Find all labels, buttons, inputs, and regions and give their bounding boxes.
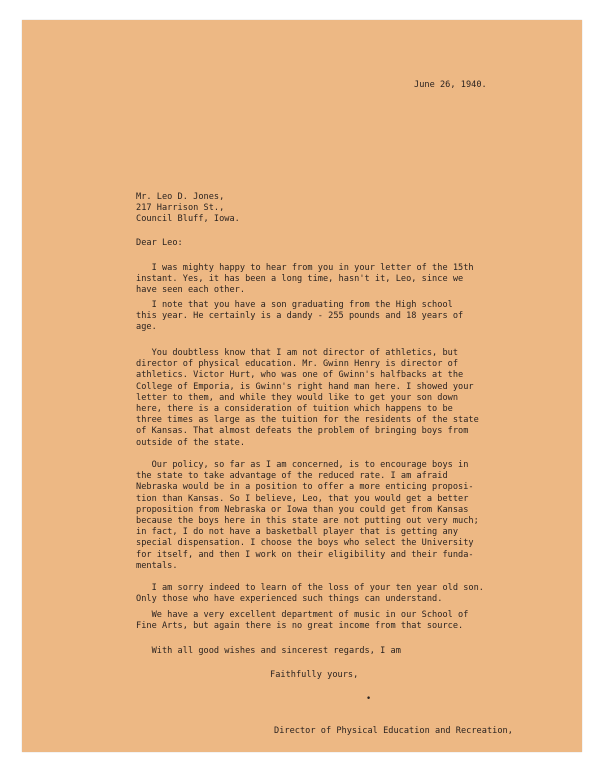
valediction: Faithfully yours, — [270, 670, 359, 680]
paragraph-line: Our policy, so far as I am concerned, is to encourage boys in — [136, 460, 469, 470]
paragraph-line: tion than Kansas. So I believe, Leo, that you would get a better — [136, 493, 469, 504]
paragraph-line: this year. He certainly is a dandy - 255 pounds and 18 years of — [136, 311, 464, 322]
recipient-name: Mr. Leo D. Jones, — [136, 192, 225, 202]
salutation: Dear Leo: — [136, 238, 183, 248]
paragraph-4 — [136, 460, 479, 572]
paragraph-line: You doubtless know that I am not director of athletics, but — [136, 348, 459, 358]
paragraph-line: age. — [136, 322, 157, 333]
paragraph-line: director of physical education. Mr. Gwinn Henry is director of — [136, 359, 459, 370]
paragraph-6 — [136, 610, 468, 632]
paragraph-line: have seen each other. — [136, 285, 246, 296]
paragraph-line: special dispensation. I choose the boys who select the University — [136, 538, 474, 549]
paragraph-line: I was mighty happy to hear from you in your letter of the 15th — [136, 263, 474, 273]
paragraph-line: We have a very excellent department of music in our School of — [136, 610, 469, 620]
paragraph-line: College of Emporia, is Gwinn's right hand man here. I showed your — [136, 381, 474, 392]
paragraph-line: letter to them, and while they would like to get your son down — [136, 392, 459, 403]
paragraph-line: the state to take advantage of the reduced rate. I am afraid — [136, 471, 448, 482]
paragraph-5 — [136, 583, 484, 605]
paragraph-line: three times as large as the tuition for the residents of the state — [136, 415, 479, 426]
paragraph-line: Only those who have experienced such things can understand. — [136, 594, 443, 605]
recipient-city: Council Bluff, Iowa. — [136, 214, 240, 224]
paragraph-line: in fact, I do not have a basketball player that is getting any — [136, 527, 459, 538]
paragraph-2 — [136, 300, 463, 334]
paragraph-line: because the boys here in this state are not putting out very much; — [136, 516, 479, 527]
letter-sheet — [22, 20, 582, 752]
paragraph-line: of Kansas. That almost defeats the problem of bringing boys from — [136, 426, 469, 437]
paragraph-line: instant. Yes, it has been a long time, hasn't it, Leo, since we — [136, 274, 464, 285]
signature-title: Director of Physical Education and Recreation, — [274, 726, 513, 736]
paragraph-1 — [136, 263, 474, 297]
paragraph-line: Nebraska would be in a position to offer a more enticing proposi- — [136, 482, 474, 493]
paragraph-line: proposition from Nebraska or Iowa than you could get from Kansas — [136, 504, 469, 515]
ink-mark: • — [366, 694, 372, 704]
paragraph-line: athletics. Victor Hurt, who was one of Gwinn's halfbacks at the — [136, 370, 464, 381]
paragraph-line: here, there is a consideration of tuition which happens to be — [136, 404, 453, 415]
letter-date: June 26, 1940. — [414, 80, 487, 90]
recipient-street: 217 Harrison St., — [136, 203, 225, 213]
closing-line: With all good wishes and sincerest regards, I am — [136, 646, 401, 656]
paragraph-3 — [136, 348, 479, 449]
paragraph-line: for itself, and then I work on their eligibility and their funda- — [136, 549, 474, 560]
paragraph-line: I am sorry indeed to learn of the loss of your ten year old son. — [136, 583, 484, 593]
paragraph-line: Fine Arts, but again there is no great income from that source. — [136, 621, 464, 632]
paragraph-line: outside of the state. — [136, 437, 246, 448]
paragraph-line: I note that you have a son graduating from the High school — [136, 300, 453, 310]
paragraph-line: mentals. — [136, 560, 178, 571]
